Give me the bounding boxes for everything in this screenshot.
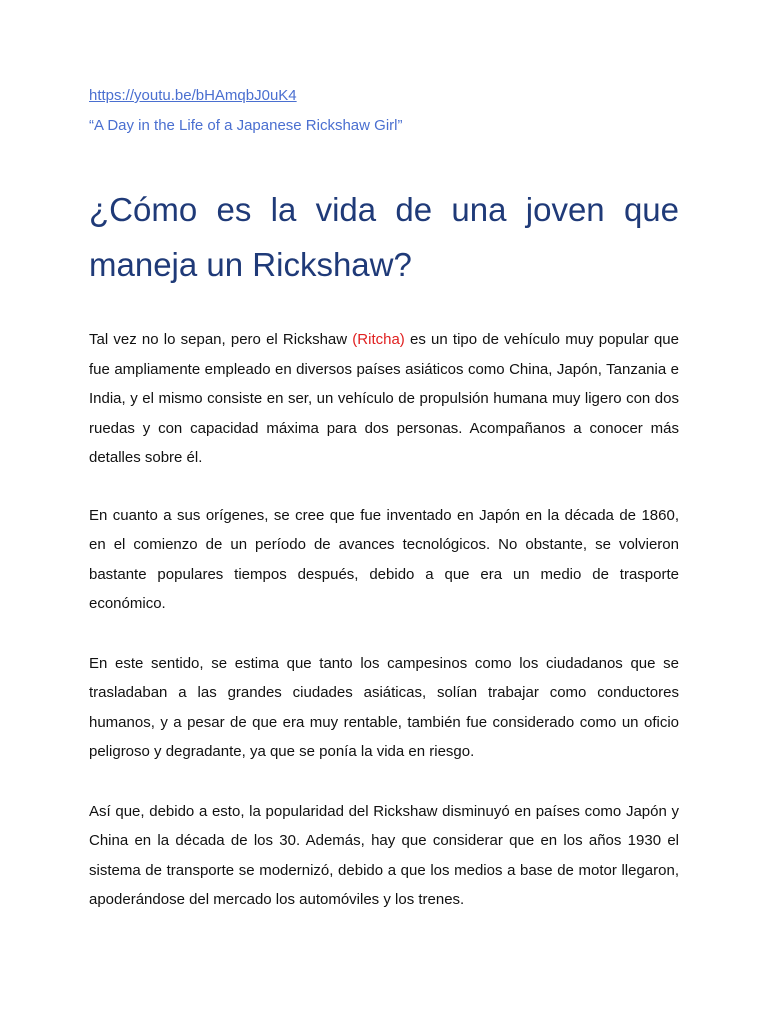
- paragraph-origins: En cuanto a sus orígenes, se cree que fue inventado en Japón en la década de 1860, en el comienzo de un período de avances tecnológicos. No obstante, se volvieron bastante populares tiempos después, debido a que era un medio de trasporte económico.: [89, 506, 679, 612]
- paragraph-intro-start: Tal vez no lo sepan, pero el Rickshaw: [89, 331, 353, 348]
- paragraph-intro-rest: es un tipo de vehículo muy popular que fue ampliamente empleado en diversos países asiáticos como China, Japón, Tanzania e India, y el mismo consiste en ser, un vehículo de propulsión humana muy ligero con dos ruedas y con capacidad máxima para dos personas. Acompañanos a conocer más detalles sobre él.: [89, 331, 679, 466]
- paragraph-intro: [89, 325, 679, 473]
- video-title: “A Day in the Life of a Japanese Rickshaw Girl”: [89, 117, 403, 134]
- page-title: ¿Cómo es la vida de una joven que maneja un Rickshaw?: [89, 191, 679, 283]
- highlighted-term: (Ritcha): [352, 331, 405, 348]
- paragraph-decline: Así que, debido a esto, la popularidad del Rickshaw disminuyó en países como Japón y China en la década de los 30. Además, hay que considerar que en los años 1930 el sistema de transporte se modernizó, debido a que los medios a base de motor llegaron, apoderándose del mercado los automóviles y los trenes.: [89, 802, 679, 908]
- document-page: [89, 86, 679, 915]
- paragraph-workers: En este sentido, se estima que tanto los campesinos como los ciudadanos que se trasladaban a las grandes ciudades asiáticas, solían trabajar como conductores humanos, y a pesar de que era muy rentable, también fue considerado como un oficio peligroso y degradante, ya que se ponía la vida en riesgo.: [89, 654, 679, 760]
- youtube-link[interactable]: https://youtu.be/bHAmqbJ0uK4: [89, 87, 297, 104]
